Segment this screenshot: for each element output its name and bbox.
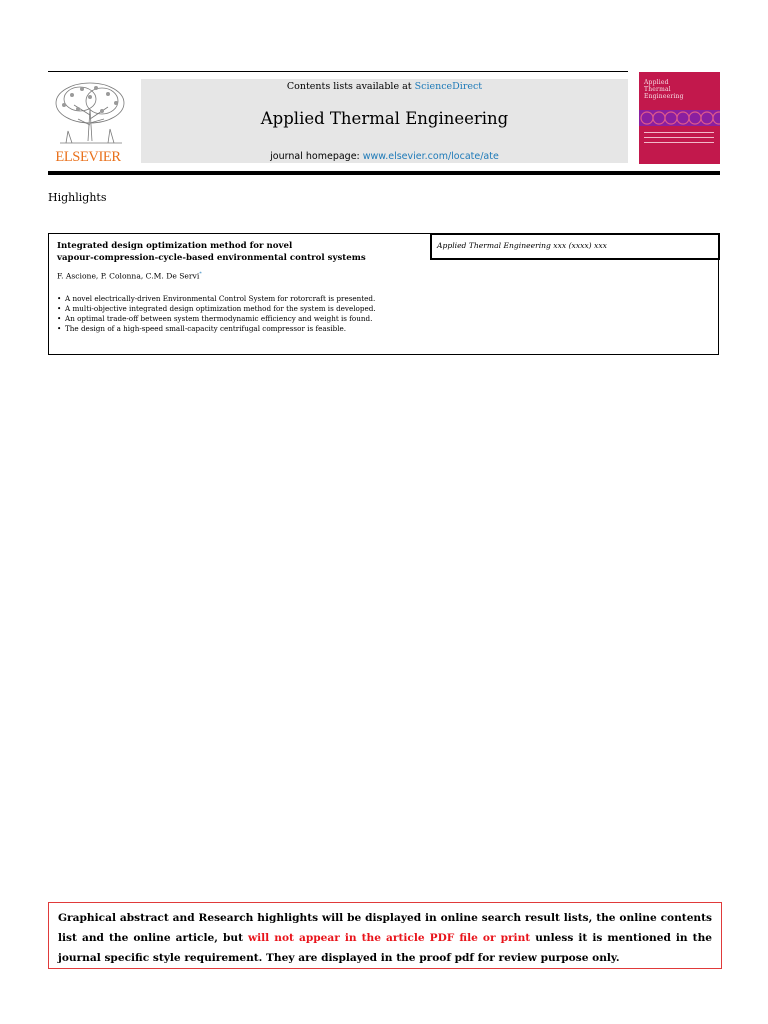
notice-warning-text: will not appear in the article PDF file or print	[248, 932, 531, 944]
homepage-link[interactable]: www.elsevier.com/locate/ate	[362, 151, 499, 162]
list-item	[57, 324, 376, 334]
highlight-text: A multi-objective integrated design optimization method for the system is developed.	[65, 304, 376, 313]
highlights-list	[57, 294, 376, 334]
homepage-prefix: journal homepage:	[270, 151, 363, 162]
cover-title-line: Engineering	[644, 93, 684, 100]
sciencedirect-link[interactable]: ScienceDirect	[414, 81, 483, 92]
journal-title: Applied Thermal Engineering	[260, 109, 509, 128]
proof-notice	[48, 902, 722, 969]
authors	[57, 271, 202, 281]
corresponding-author-mark[interactable]: *	[199, 271, 202, 277]
cover-title-line: Applied	[644, 79, 669, 86]
homepage-line	[141, 151, 628, 162]
elsevier-tree-icon	[52, 79, 128, 147]
journal-cover-image	[639, 72, 720, 164]
article-title-line: Integrated design optimization method for novel	[57, 241, 293, 251]
highlights-heading: Highlights	[48, 191, 107, 204]
bullet: •	[57, 294, 62, 303]
notice-text: unless it is mentioned in the journal specific style requirement. They are displayed in the proof pdf for review purpose only.	[58, 932, 713, 964]
bullet: •	[57, 324, 62, 333]
author-list: F. Ascione, P. Colonna, C.M. De Servi	[57, 271, 200, 281]
article-title	[57, 240, 429, 264]
journal-banner	[48, 79, 628, 163]
elsevier-wordmark: ELSEVIER	[55, 149, 121, 165]
list-item	[57, 294, 376, 304]
header-divider	[48, 171, 720, 175]
elsevier-logo	[48, 79, 140, 163]
highlight-text: The design of a high-speed small-capacity centrifugal compressor is feasible.	[65, 324, 347, 333]
highlight-text: An optimal trade-off between system thermodynamic efficiency and weight is found.	[65, 314, 373, 323]
contents-prefix: Contents lists available at	[286, 81, 415, 92]
top-rule	[48, 71, 628, 72]
bullet: •	[57, 304, 62, 313]
cover-text-lines	[644, 132, 714, 147]
journal-reference: Applied Thermal Engineering xxx (xxxx) xxx	[430, 233, 720, 260]
bullet: •	[57, 314, 62, 323]
contents-line	[141, 81, 628, 92]
cover-title	[644, 79, 684, 100]
list-item	[57, 304, 376, 314]
highlights-box	[48, 233, 719, 355]
cover-title-line: Thermal	[644, 86, 671, 93]
cover-pattern-icon	[639, 110, 720, 126]
notice-text: Graphical abstract and Research highlights will be displayed in online search result lists, the online contents list and the online article, but	[58, 912, 712, 944]
list-item	[57, 314, 376, 324]
article-title-line: vapour-compression-cycle-based environmental control systems	[57, 253, 366, 263]
highlight-text: A novel electrically-driven Environmental Control System for rotorcraft is presented.	[65, 294, 376, 303]
journal-info-panel	[141, 79, 628, 163]
